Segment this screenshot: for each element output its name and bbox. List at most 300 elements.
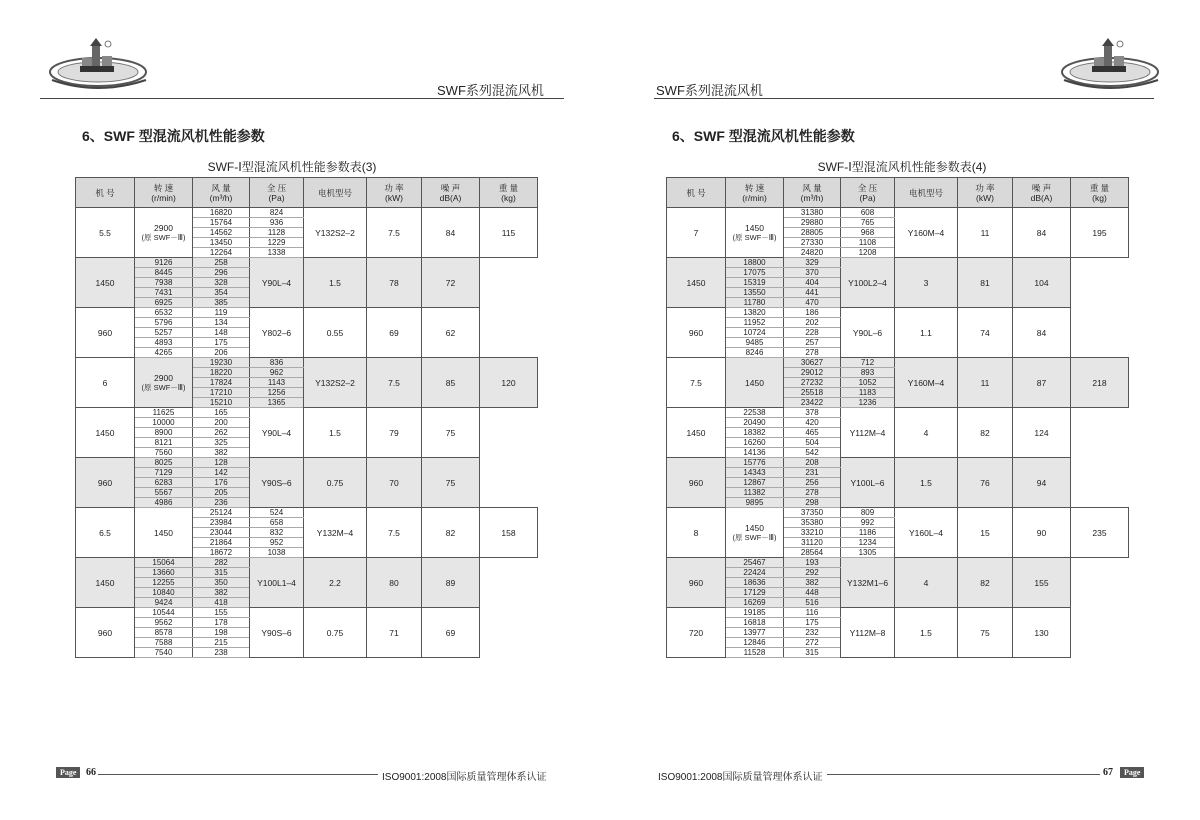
weight-cell: 124 <box>1013 408 1071 458</box>
speed-note: (原 SWF－Ⅲ) <box>732 233 777 242</box>
motor-cell: Y90L–4 <box>250 408 304 458</box>
pressure-cell: 178 <box>193 618 250 628</box>
motor-cell: Y100L2–4 <box>841 258 895 308</box>
pressure-cell: 404 <box>784 278 841 288</box>
header-label: 电机型号 <box>908 187 943 198</box>
header-label: 风 量 <box>211 182 231 193</box>
motor-cell: Y160M–4 <box>895 208 958 258</box>
flow-cell: 14136 <box>726 448 784 458</box>
flow-cell: 10840 <box>135 588 193 598</box>
speed-group <box>76 508 538 558</box>
motor-cell: Y132S2–2 <box>304 358 367 408</box>
pressure-cell: 329 <box>784 258 841 268</box>
noise-cell: 76 <box>958 458 1013 508</box>
flow-cell: 23984 <box>193 518 250 528</box>
flow-cell: 12867 <box>726 478 784 488</box>
noise-cell: 80 <box>367 558 422 608</box>
motor-cell: Y802–6 <box>250 308 304 358</box>
pressure-cell: 1108 <box>841 238 895 248</box>
flow-cell: 35380 <box>784 518 841 528</box>
speed-value: 960 <box>97 327 113 338</box>
noise-cell: 70 <box>367 458 422 508</box>
flow-cell: 31380 <box>784 208 841 218</box>
table-row <box>76 258 538 268</box>
weight-cell: 89 <box>422 558 480 608</box>
flow-cell: 9485 <box>726 338 784 348</box>
speed-value: 1450 <box>745 223 764 233</box>
pressure-cell: 608 <box>841 208 895 218</box>
pressure-cell: 1256 <box>250 388 304 398</box>
speed-value: 720 <box>688 627 704 638</box>
speed-value: 960 <box>97 477 113 488</box>
header-cell <box>480 178 538 208</box>
table-row <box>667 208 1129 218</box>
header-cell <box>1013 178 1071 208</box>
flow-cell: 14343 <box>726 468 784 478</box>
noise-cell: 84 <box>422 208 480 258</box>
flow-cell: 13977 <box>726 628 784 638</box>
table-row <box>76 208 538 218</box>
table-row <box>667 608 1129 618</box>
pressure-cell: 119 <box>193 308 250 318</box>
pressure-cell: 202 <box>784 318 841 328</box>
pressure-cell: 370 <box>784 268 841 278</box>
flow-cell: 15319 <box>726 278 784 288</box>
logo-emblem-icon <box>1058 36 1168 96</box>
flow-cell: 28805 <box>784 228 841 238</box>
page-number: 67 <box>1103 767 1113 778</box>
series-title: SWF系列混流风机 <box>437 83 544 98</box>
flow-cell: 25124 <box>193 508 250 518</box>
noise-cell: 69 <box>367 308 422 358</box>
speed-group <box>76 258 538 308</box>
table-row <box>667 558 1129 568</box>
company-logo <box>1058 36 1168 96</box>
power-cell: 4 <box>895 558 958 608</box>
header-cell <box>895 178 958 208</box>
flow-cell: 8121 <box>135 438 193 448</box>
flow-cell: 4265 <box>135 348 193 358</box>
speed-group <box>667 558 1129 608</box>
pressure-cell: 1038 <box>250 548 304 558</box>
iso-certification-text: ISO9001:2008国际质量管理体系认证 <box>654 768 827 783</box>
weight-cell: 69 <box>422 608 480 658</box>
flow-cell: 11528 <box>726 648 784 658</box>
table-row <box>76 408 538 418</box>
header-cell <box>367 178 422 208</box>
flow-cell: 28564 <box>784 548 841 558</box>
pressure-cell: 116 <box>784 608 841 618</box>
speed-cell <box>76 558 135 608</box>
speed-cell <box>135 508 193 558</box>
pressure-cell: 470 <box>784 298 841 308</box>
motor-cell: Y90L–4 <box>250 258 304 308</box>
speed-group <box>667 508 1129 558</box>
pressure-cell: 292 <box>784 568 841 578</box>
flow-cell: 22538 <box>726 408 784 418</box>
table-title: SWF-Ⅰ型混流风机性能参数表(4) <box>817 160 987 174</box>
pressure-cell: 175 <box>193 338 250 348</box>
power-cell: 3 <box>895 258 958 308</box>
pressure-cell: 836 <box>250 358 304 368</box>
flow-cell: 8445 <box>135 268 193 278</box>
flow-cell: 8246 <box>726 348 784 358</box>
power-cell: 1.5 <box>895 608 958 658</box>
header-cell <box>784 178 841 208</box>
flow-cell: 15776 <box>726 458 784 468</box>
flow-cell: 4986 <box>135 498 193 508</box>
flow-cell: 16269 <box>726 598 784 608</box>
header-label: 全 压 <box>857 182 878 193</box>
flow-cell: 27232 <box>784 378 841 388</box>
motor-cell: Y90S–6 <box>250 608 304 658</box>
pressure-cell: 298 <box>784 498 841 508</box>
flow-cell: 23044 <box>193 528 250 538</box>
pressure-cell: 936 <box>250 218 304 228</box>
speed-cell <box>76 408 135 458</box>
flow-cell: 18636 <box>726 578 784 588</box>
pressure-cell: 142 <box>193 468 250 478</box>
pressure-cell: 382 <box>784 578 841 588</box>
header-cell <box>304 178 367 208</box>
weight-cell: 235 <box>1071 508 1129 558</box>
speed-value: 960 <box>688 327 704 338</box>
speed-value: 960 <box>97 627 113 638</box>
table-row <box>667 258 1129 268</box>
speed-group <box>667 608 1129 658</box>
pressure-cell: 385 <box>193 298 250 308</box>
speed-cell <box>135 208 193 258</box>
flow-cell: 13450 <box>193 238 250 248</box>
noise-cell: 87 <box>1013 358 1071 408</box>
power-cell: 1.5 <box>304 258 367 308</box>
flow-cell: 16260 <box>726 438 784 448</box>
table-row <box>667 358 1129 368</box>
weight-cell: 62 <box>422 308 480 358</box>
speed-group <box>667 458 1129 508</box>
pressure-cell: 1186 <box>841 528 895 538</box>
flow-cell: 18382 <box>726 428 784 438</box>
table-row <box>667 508 1129 518</box>
flow-cell: 25518 <box>784 388 841 398</box>
pressure-cell: 1305 <box>841 548 895 558</box>
pressure-cell: 832 <box>250 528 304 538</box>
power-cell: 15 <box>958 508 1013 558</box>
flow-cell: 22424 <box>726 568 784 578</box>
pressure-cell: 238 <box>193 648 250 658</box>
flow-cell: 19185 <box>726 608 784 618</box>
flow-cell: 14562 <box>193 228 250 238</box>
power-cell: 7.5 <box>367 208 422 258</box>
motor-cell: Y132M1–6 <box>841 558 895 608</box>
power-cell: 4 <box>895 408 958 458</box>
table-title: SWF-Ⅰ型混流风机性能参数表(3) <box>207 160 377 174</box>
power-cell: 0.55 <box>304 308 367 358</box>
pressure-cell: 315 <box>784 648 841 658</box>
power-cell: 11 <box>958 358 1013 408</box>
flow-cell: 37350 <box>784 508 841 518</box>
pressure-cell: 1338 <box>250 248 304 258</box>
weight-cell: 158 <box>480 508 538 558</box>
flow-cell: 12846 <box>726 638 784 648</box>
logo-emblem-icon <box>46 36 156 96</box>
pressure-cell: 176 <box>193 478 250 488</box>
speed-value: 1450 <box>686 427 706 438</box>
pressure-cell: 382 <box>193 448 250 458</box>
flow-cell: 11382 <box>726 488 784 498</box>
header-label: 转 速 <box>153 182 174 193</box>
power-cell: 1.1 <box>895 308 958 358</box>
header-cell <box>841 178 895 208</box>
machine-number-cell: 7.5 <box>667 358 726 408</box>
pressure-cell: 712 <box>841 358 895 368</box>
speed-note: (原 SWF－Ⅲ) <box>141 233 186 242</box>
noise-cell: 79 <box>367 408 422 458</box>
header-label: 功 率 <box>384 182 404 193</box>
pressure-cell: 272 <box>784 638 841 648</box>
pressure-cell: 1052 <box>841 378 895 388</box>
flow-cell: 5257 <box>135 328 193 338</box>
pressure-cell: 524 <box>250 508 304 518</box>
flow-cell: 15064 <box>135 558 193 568</box>
pressure-cell: 952 <box>250 538 304 548</box>
table-row <box>76 458 538 468</box>
weight-cell: 195 <box>1071 208 1129 258</box>
table-row <box>76 558 538 568</box>
speed-cell <box>667 408 726 458</box>
flow-cell: 11625 <box>135 408 193 418</box>
pressure-cell: 504 <box>784 438 841 448</box>
flow-cell: 17129 <box>726 588 784 598</box>
flow-cell: 13660 <box>135 568 193 578</box>
pressure-cell: 1143 <box>250 378 304 388</box>
flow-cell: 30627 <box>784 358 841 368</box>
power-cell: 0.75 <box>304 458 367 508</box>
machine-number-cell: 6.5 <box>76 508 135 558</box>
flow-cell: 31120 <box>784 538 841 548</box>
speed-group <box>76 608 538 658</box>
noise-cell: 81 <box>958 258 1013 308</box>
speed-cell <box>726 508 784 558</box>
flow-cell: 7129 <box>135 468 193 478</box>
speed-cell <box>76 458 135 508</box>
flow-cell: 18672 <box>193 548 250 558</box>
noise-cell: 82 <box>958 558 1013 608</box>
speed-group <box>76 358 538 408</box>
flow-cell: 10544 <box>135 608 193 618</box>
flow-cell: 7588 <box>135 638 193 648</box>
speed-group <box>667 408 1129 458</box>
header-label: 重 量 <box>1089 182 1110 193</box>
pressure-cell: 208 <box>784 458 841 468</box>
flow-cell: 9126 <box>135 258 193 268</box>
header-label: 噪 声 <box>440 182 461 193</box>
flow-cell: 7938 <box>135 278 193 288</box>
speed-value: 1450 <box>154 527 173 538</box>
pressure-cell: 175 <box>784 618 841 628</box>
speed-value: 960 <box>688 477 704 488</box>
weight-cell: 75 <box>422 458 480 508</box>
pressure-cell: 282 <box>193 558 250 568</box>
flow-cell: 15764 <box>193 218 250 228</box>
pressure-cell: 824 <box>250 208 304 218</box>
machine-number-cell: 6 <box>76 358 135 408</box>
flow-cell: 12255 <box>135 578 193 588</box>
header-label: 电机型号 <box>317 187 352 198</box>
header-unit: (kg) <box>1092 192 1107 203</box>
flow-cell: 29880 <box>784 218 841 228</box>
header-unit: (kW) <box>976 192 994 203</box>
flow-cell: 29012 <box>784 368 841 378</box>
section-title: 6、SWF 型混流风机性能参数 <box>672 128 855 144</box>
weight-cell: 84 <box>1013 308 1071 358</box>
pressure-cell: 198 <box>193 628 250 638</box>
flow-cell: 5567 <box>135 488 193 498</box>
weight-cell: 72 <box>422 258 480 308</box>
noise-cell: 82 <box>422 508 480 558</box>
pressure-cell: 200 <box>193 418 250 428</box>
speed-cell <box>135 358 193 408</box>
flow-cell: 11780 <box>726 298 784 308</box>
flow-cell: 10724 <box>726 328 784 338</box>
machine-number-cell: 5.5 <box>76 208 135 258</box>
section-title: 6、SWF 型混流风机性能参数 <box>82 128 265 144</box>
flow-cell: 6925 <box>135 298 193 308</box>
weight-cell: 94 <box>1013 458 1071 508</box>
motor-cell: Y160M–4 <box>895 358 958 408</box>
company-logo <box>46 36 156 96</box>
speed-group <box>76 308 538 358</box>
flow-cell: 7560 <box>135 448 193 458</box>
pressure-cell: 382 <box>193 588 250 598</box>
header-unit: (kW) <box>385 192 403 203</box>
pressure-cell: 215 <box>193 638 250 648</box>
pressure-cell: 328 <box>193 278 250 288</box>
pressure-cell: 1128 <box>250 228 304 238</box>
flow-cell: 7431 <box>135 288 193 298</box>
power-cell: 11 <box>958 208 1013 258</box>
flow-cell: 7540 <box>135 648 193 658</box>
flow-cell: 9424 <box>135 598 193 608</box>
pressure-cell: 193 <box>784 558 841 568</box>
weight-cell: 130 <box>1013 608 1071 658</box>
pressure-cell: 257 <box>784 338 841 348</box>
flow-cell: 8578 <box>135 628 193 638</box>
pressure-cell: 378 <box>784 408 841 418</box>
flow-cell: 8025 <box>135 458 193 468</box>
noise-cell: 75 <box>958 608 1013 658</box>
flow-cell: 24820 <box>784 248 841 258</box>
speed-cell <box>76 608 135 658</box>
weight-cell: 155 <box>1013 558 1071 608</box>
speed-value: 2900 <box>154 223 173 233</box>
flow-cell: 12264 <box>193 248 250 258</box>
flow-cell: 27330 <box>784 238 841 248</box>
speed-value: 1450 <box>745 377 764 388</box>
flow-cell: 23422 <box>784 398 841 408</box>
table-row <box>76 608 538 618</box>
flow-cell: 20490 <box>726 418 784 428</box>
noise-cell: 71 <box>367 608 422 658</box>
table-row <box>667 308 1129 318</box>
pressure-cell: 256 <box>784 478 841 488</box>
power-cell: 1.5 <box>895 458 958 508</box>
flow-cell: 15210 <box>193 398 250 408</box>
header-cell <box>135 178 193 208</box>
header-cell <box>1071 178 1129 208</box>
power-cell: 0.75 <box>304 608 367 658</box>
header-unit: (m³/h) <box>209 192 233 203</box>
weight-cell: 75 <box>422 408 480 458</box>
flow-cell: 33210 <box>784 528 841 538</box>
flow-cell: 10000 <box>135 418 193 428</box>
pressure-cell: 231 <box>784 468 841 478</box>
motor-cell: Y160L–4 <box>895 508 958 558</box>
weight-cell: 104 <box>1013 258 1071 308</box>
pressure-cell: 1234 <box>841 538 895 548</box>
pressure-cell: 350 <box>193 578 250 588</box>
machine-number-cell: 7 <box>667 208 726 258</box>
series-title: SWF系列混流风机 <box>656 83 763 98</box>
motor-cell: Y100L1–4 <box>250 558 304 608</box>
speed-group <box>667 258 1129 308</box>
flow-cell: 5796 <box>135 318 193 328</box>
pressure-cell: 1365 <box>250 398 304 408</box>
pressure-cell: 296 <box>193 268 250 278</box>
flow-cell: 18220 <box>193 368 250 378</box>
table-header-row <box>76 178 538 208</box>
pressure-cell: 1236 <box>841 398 895 408</box>
pressure-cell: 236 <box>193 498 250 508</box>
pressure-cell: 278 <box>784 488 841 498</box>
pressure-cell: 809 <box>841 508 895 518</box>
table-row <box>667 408 1129 418</box>
speed-note: (原 SWF－Ⅲ) <box>141 383 186 392</box>
header-unit: (kg) <box>501 192 516 203</box>
pressure-cell: 258 <box>193 258 250 268</box>
header-unit: (r/min) <box>742 192 767 203</box>
header-cell <box>667 178 726 208</box>
speed-cell <box>667 258 726 308</box>
flow-cell: 13550 <box>726 288 784 298</box>
speed-group <box>76 458 538 508</box>
flow-cell: 4893 <box>135 338 193 348</box>
speed-cell <box>76 258 135 308</box>
pressure-cell: 128 <box>193 458 250 468</box>
pressure-cell: 542 <box>784 448 841 458</box>
header-label: 噪 声 <box>1031 182 1052 193</box>
header-cell <box>726 178 784 208</box>
header-unit: (m³/h) <box>800 192 824 203</box>
performance-table <box>666 177 1129 658</box>
speed-value: 2900 <box>154 373 173 383</box>
speed-cell <box>726 358 784 408</box>
motor-cell: Y90S–6 <box>250 458 304 508</box>
flow-cell: 17075 <box>726 268 784 278</box>
header-label: 风 量 <box>802 182 822 193</box>
speed-cell <box>667 308 726 358</box>
header-cell <box>422 178 480 208</box>
pressure-cell: 448 <box>784 588 841 598</box>
flow-cell: 6283 <box>135 478 193 488</box>
header-cell <box>250 178 304 208</box>
table-header-row <box>667 178 1129 208</box>
power-cell: 2.2 <box>304 558 367 608</box>
table-row <box>667 458 1129 468</box>
performance-table <box>75 177 538 658</box>
speed-group <box>76 208 538 258</box>
motor-cell: Y112M–4 <box>841 408 895 458</box>
